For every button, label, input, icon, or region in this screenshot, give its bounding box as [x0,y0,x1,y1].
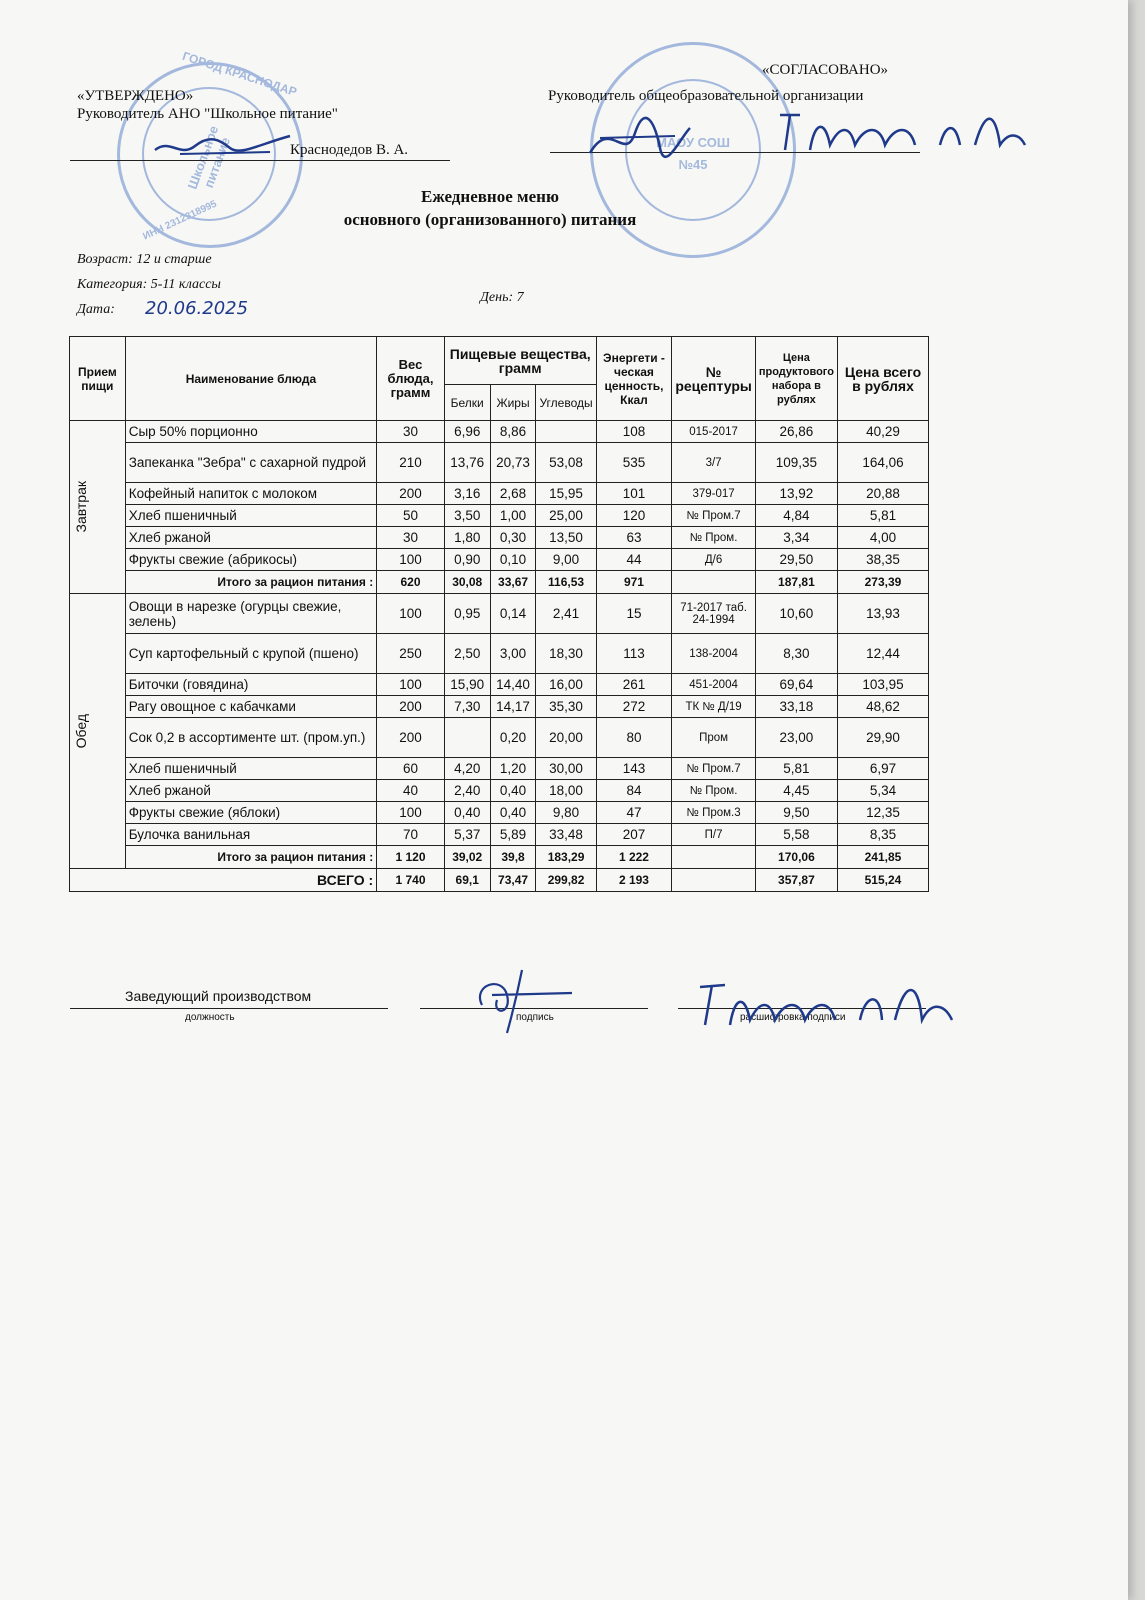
cell-carbs: 35,30 [536,696,596,718]
cell-fat: 0,30 [490,527,536,549]
cell-total-price: 164,06 [837,443,928,483]
cell-set-price: 10,60 [755,594,837,634]
grand-total-row [70,869,929,892]
cell-carbs: 25,00 [536,505,596,527]
total-recipe [672,571,756,594]
total-total-price: 273,39 [837,571,928,594]
lunch-meal-label [70,594,126,869]
cell-protein: 2,50 [444,634,490,674]
menu-title-line1: Ежедневное меню [421,187,559,206]
cell-weight: 100 [377,802,445,824]
cell-fat: 0,40 [490,780,536,802]
dish-name: Хлеб пшеничный [125,505,377,527]
footer-position: Заведующий производством [125,988,312,1004]
cell-carbs: 9,80 [536,802,596,824]
header-carbs: Углеводы [536,385,596,421]
table-row [70,824,929,846]
table-row [70,634,929,674]
grand-total-price: 515,24 [837,869,928,892]
cell-carbs: 18,30 [536,634,596,674]
cell-total-price: 40,29 [837,421,928,443]
table-row [70,594,929,634]
cell-weight: 200 [377,696,445,718]
lunch-meal-label-text: Обед [73,713,89,749]
left-stamp-center-text: Школьное питание [184,123,234,192]
cell-weight: 100 [377,549,445,571]
cell-weight: 210 [377,443,445,483]
cell-energy: 113 [596,634,672,674]
dish-name: Фрукты свежие (абрикосы) [125,549,377,571]
cell-carbs: 53,08 [536,443,596,483]
cell-weight: 30 [377,421,445,443]
cell-carbs: 13,50 [536,527,596,549]
cell-recipe: ТК № Д/19 [672,696,756,718]
dish-name: Запеканка "Зебра" с сахарной пудрой [125,443,377,483]
menu-title-line2: основного (организованного) питания [343,210,637,229]
header-energy: Энергети - ческая ценность, Ккал [596,337,672,421]
cell-weight: 50 [377,505,445,527]
breakfast-section [70,421,929,594]
cell-set-price: 4,45 [755,780,837,802]
cell-energy: 120 [596,505,672,527]
table-row [70,505,929,527]
cell-total-price: 13,93 [837,594,928,634]
cell-energy: 108 [596,421,672,443]
cell-fat: 1,20 [490,758,536,780]
cell-recipe: № Пром.3 [672,802,756,824]
cell-recipe: 3/7 [672,443,756,483]
cell-total-price: 29,90 [837,718,928,758]
cell-carbs: 15,95 [536,483,596,505]
cell-set-price: 9,50 [755,802,837,824]
menu-table [69,336,929,892]
cell-energy: 207 [596,824,672,846]
table-row [70,718,929,758]
grand-fat: 73,47 [490,869,536,892]
cell-recipe: 451-2004 [672,674,756,696]
cell-fat: 14,17 [490,696,536,718]
cell-protein: 13,76 [444,443,490,483]
total-protein: 30,08 [444,571,490,594]
total-protein: 39,02 [444,846,490,869]
dish-name: Хлеб ржаной [125,780,377,802]
cell-energy: 63 [596,527,672,549]
dish-name: Суп картофельный с крупой (пшено) [125,634,377,674]
dish-name: Булочка ванильная [125,824,377,846]
cell-recipe: № Пром. [672,780,756,802]
cell-set-price: 4,84 [755,505,837,527]
total-label: Итого за рацион питания : [125,846,377,869]
cell-carbs: 30,00 [536,758,596,780]
total-energy: 971 [596,571,672,594]
table-row [70,443,929,483]
breakfast-meal-label [70,421,126,594]
cell-energy: 44 [596,549,672,571]
table-row [70,780,929,802]
cell-protein [444,718,490,758]
age-label: Возраст: 12 и старше [77,252,212,267]
cell-weight: 100 [377,594,445,634]
approved-title: «УТВЕРЖДЕНО» [77,88,194,104]
dish-name: Хлеб пшеничный [125,758,377,780]
cell-energy: 143 [596,758,672,780]
cell-recipe: 138-2004 [672,634,756,674]
cell-weight: 60 [377,758,445,780]
dish-name: Кофейный напиток с молоком [125,483,377,505]
footer-name-signature [690,975,960,1035]
cell-total-price: 8,35 [837,824,928,846]
dish-name: Рагу овощное с кабачками [125,696,377,718]
cell-total-price: 5,81 [837,505,928,527]
cell-set-price: 26,86 [755,421,837,443]
cell-recipe: 015-2017 [672,421,756,443]
header-dish: Наименование блюда [125,337,377,421]
cell-energy: 535 [596,443,672,483]
cell-protein: 0,40 [444,802,490,824]
breakfast-meal-label-text: Завтрак [73,481,89,533]
cell-carbs: 33,48 [536,824,596,846]
header-recipe: № рецептуры [672,337,756,421]
table-row [70,421,929,443]
cell-carbs: 2,41 [536,594,596,634]
cell-protein: 15,90 [444,674,490,696]
cell-protein: 0,95 [444,594,490,634]
total-weight: 1 120 [377,846,445,869]
total-set-price: 170,06 [755,846,837,869]
header-protein: Белки [444,385,490,421]
day-label: День: 7 [480,290,524,305]
cell-set-price: 109,35 [755,443,837,483]
cell-total-price: 12,44 [837,634,928,674]
lunch-section [70,594,929,869]
cell-fat: 2,68 [490,483,536,505]
total-set-price: 187,81 [755,571,837,594]
cell-weight: 250 [377,634,445,674]
footer-signature-caption: подпись [516,1012,554,1023]
cell-protein: 1,80 [444,527,490,549]
header-fat: Жиры [490,385,536,421]
cell-recipe: Д/6 [672,549,756,571]
table-row [70,549,929,571]
cell-energy: 101 [596,483,672,505]
cell-fat: 0,10 [490,549,536,571]
date-label: Дата: [77,302,115,317]
right-stamp-center-bottom: №45 [678,157,708,172]
cell-set-price: 29,50 [755,549,837,571]
dish-name: Овощи в нарезке (огурцы свежие, зелень) [125,594,377,634]
footer-signature [462,965,582,1035]
grand-weight: 1 740 [377,869,445,892]
table-row [70,802,929,824]
total-carbs: 116,53 [536,571,596,594]
cell-protein: 5,37 [444,824,490,846]
cell-total-price: 38,35 [837,549,928,571]
left-signature [150,118,300,168]
left-stamp-inn: ИНН 2312318995 [141,198,219,243]
breakfast-total-row [70,571,929,594]
cell-total-price: 103,95 [837,674,928,696]
header-weight: Вес блюда, грамм [377,337,445,421]
agreed-title: «СОГЛАСОВАНО» [762,62,889,78]
total-weight: 620 [377,571,445,594]
cell-total-price: 4,00 [837,527,928,549]
grand-set-price: 357,87 [755,869,837,892]
cell-carbs [536,421,596,443]
footer-name-caption: расшифровка подписи [740,1012,846,1023]
header-set-price: Цена продуктового набора в рублях [755,337,837,421]
cell-protein: 7,30 [444,696,490,718]
header-total-price: Цена всего в рублях [837,337,928,421]
cell-fat: 8,86 [490,421,536,443]
grand-total-section [70,869,929,892]
cell-carbs: 9,00 [536,549,596,571]
dish-name: Хлеб ржаной [125,527,377,549]
cell-set-price: 13,92 [755,483,837,505]
total-fat: 33,67 [490,571,536,594]
cell-weight: 100 [377,674,445,696]
cell-total-price: 6,97 [837,758,928,780]
cell-recipe: № Пром. [672,527,756,549]
cell-weight: 40 [377,780,445,802]
dish-name: Сыр 50% порционно [125,421,377,443]
left-stamp-ring-text: ГОРОД КРАСНОДАР [180,48,299,100]
total-carbs: 183,29 [536,846,596,869]
cell-recipe: 71-2017 таб. 24-1994 [672,594,756,634]
cell-protein: 3,50 [444,505,490,527]
cell-set-price: 23,00 [755,718,837,758]
grand-carbs: 299,82 [536,869,596,892]
cell-recipe: Пром [672,718,756,758]
cell-carbs: 18,00 [536,780,596,802]
dish-name: Сок 0,2 в ассортименте шт. (пром.уп.) [125,718,377,758]
right-signature-2 [770,100,1030,160]
header-meal: Прием пищи [70,337,126,421]
cell-weight: 200 [377,718,445,758]
total-total-price: 241,85 [837,846,928,869]
cell-protein: 4,20 [444,758,490,780]
cell-set-price: 33,18 [755,696,837,718]
agreed-role: Руководитель общеобразовательной организации [548,88,864,104]
cell-fat: 1,00 [490,505,536,527]
cell-fat: 0,14 [490,594,536,634]
table-row [70,696,929,718]
cell-fat: 0,40 [490,802,536,824]
cell-fat: 0,20 [490,718,536,758]
right-stamp-center-top: МАОУ СОШ [656,135,730,150]
cell-energy: 15 [596,594,672,634]
cell-set-price: 3,34 [755,527,837,549]
footer-line-position [70,1008,388,1009]
dish-name: Фрукты свежие (яблоки) [125,802,377,824]
cell-protein: 3,16 [444,483,490,505]
dish-name: Биточки (говядина) [125,674,377,696]
cell-carbs: 20,00 [536,718,596,758]
total-energy: 1 222 [596,846,672,869]
table-row [70,758,929,780]
cell-total-price: 20,88 [837,483,928,505]
cell-weight: 30 [377,527,445,549]
right-signature-1 [580,108,700,168]
category-label: Категория: 5-11 классы [77,277,221,292]
cell-set-price: 69,64 [755,674,837,696]
approved-role: Руководитель АНО "Школьное питание" [77,106,338,122]
total-label: Итого за рацион питания : [125,571,377,594]
grand-protein: 69,1 [444,869,490,892]
cell-protein: 0,90 [444,549,490,571]
header-nutrients: Пищевые вещества, грамм [444,337,596,385]
cell-fat: 14,40 [490,674,536,696]
cell-weight: 70 [377,824,445,846]
table-row [70,527,929,549]
lunch-total-row [70,846,929,869]
cell-set-price: 8,30 [755,634,837,674]
cell-fat: 5,89 [490,824,536,846]
cell-set-price: 5,58 [755,824,837,846]
cell-energy: 80 [596,718,672,758]
cell-energy: 47 [596,802,672,824]
grand-total-label: ВСЕГО : [70,869,377,892]
footer-position-caption: должность [185,1012,235,1023]
total-recipe [672,846,756,869]
cell-energy: 261 [596,674,672,696]
cell-energy: 272 [596,696,672,718]
date-value: 20.06.2025 [145,298,249,319]
cell-recipe: 379-017 [672,483,756,505]
cell-set-price: 5,81 [755,758,837,780]
table-row [70,483,929,505]
cell-recipe: № Пром.7 [672,758,756,780]
cell-total-price: 12,35 [837,802,928,824]
cell-fat: 20,73 [490,443,536,483]
cell-carbs: 16,00 [536,674,596,696]
cell-recipe: № Пром.7 [672,505,756,527]
total-fat: 39,8 [490,846,536,869]
cell-weight: 200 [377,483,445,505]
cell-total-price: 5,34 [837,780,928,802]
cell-total-price: 48,62 [837,696,928,718]
cell-protein: 2,40 [444,780,490,802]
grand-recipe [672,869,756,892]
cell-recipe: П/7 [672,824,756,846]
approved-name: Краснодедов В. А. [290,142,409,158]
cell-fat: 3,00 [490,634,536,674]
grand-energy: 2 193 [596,869,672,892]
cell-protein: 6,96 [444,421,490,443]
table-row [70,674,929,696]
cell-energy: 84 [596,780,672,802]
